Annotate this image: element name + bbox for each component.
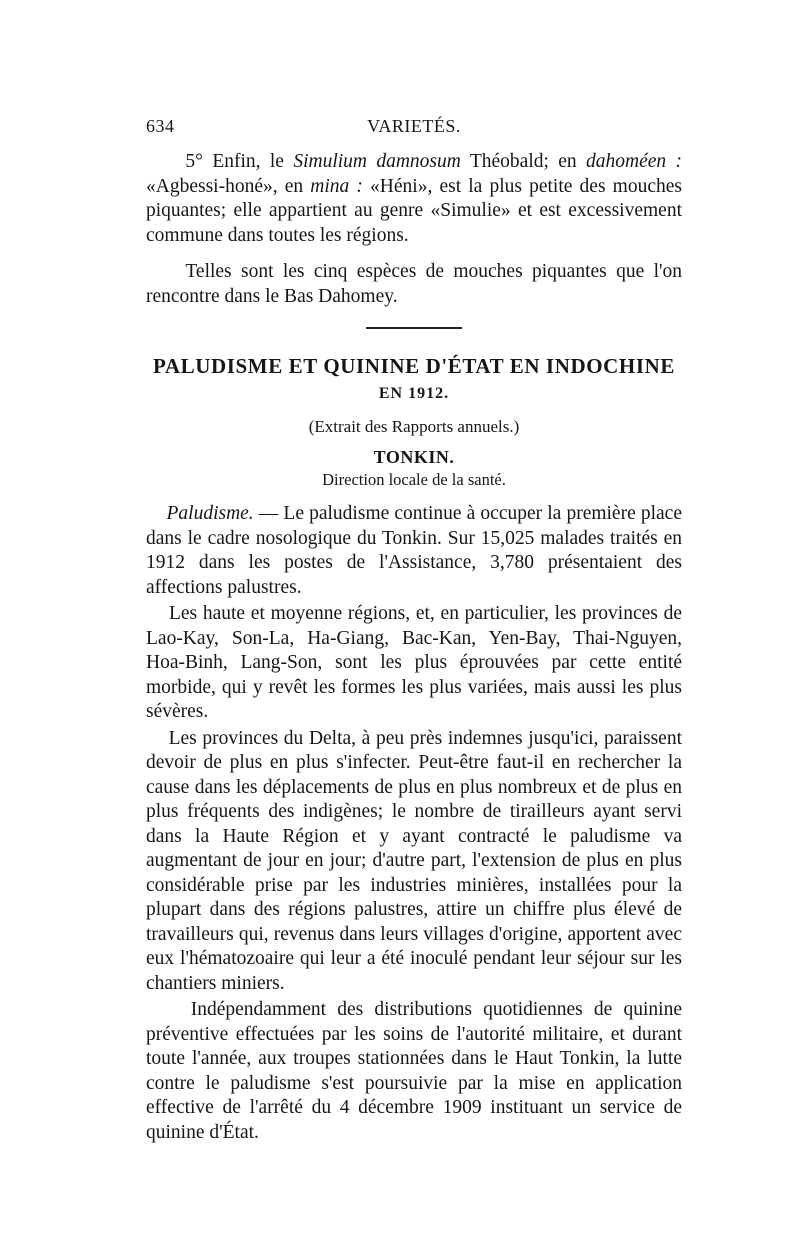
paragraph-text: Indépendamment des distributions quotidiennes de quinine préventive effectuées par les soins de l'autorité militaire, et durant toute l'année, aux troupes stationnées dans le Haut Tonkin, la lutte contre le paludisme s'est poursuivie par la mise en application effective de l'arrêté du 4 décembre 1909 instituant un service de quinine d'État. xyxy=(146,999,682,1143)
page-number: 634 xyxy=(146,116,175,136)
language-name: mina : xyxy=(310,175,363,197)
intro-text: «Agbessi-honé», en xyxy=(146,175,311,197)
paragraph-text: — Le paludisme continue à occuper la première place dans le cadre nosologique du Tonkin. Sur 15,025 malades traités en 1912 dans les postes de l'Assistance, 3,780 présentaient des affections palustres. xyxy=(146,503,682,598)
intro-paragraph-simulium xyxy=(146,150,682,250)
paragraph-label: Paludisme. xyxy=(166,503,254,524)
article-year: EN 1912. xyxy=(378,385,450,402)
section-heading: TONKIN. xyxy=(373,447,455,467)
intro-text: Théobald; en xyxy=(460,151,587,172)
section-subheading: Direction locale de la santé. xyxy=(322,470,506,489)
article-title: PALUDISME ET QUININE D'ÉTAT EN INDOCHINE xyxy=(152,354,676,378)
article-source: (Extrait des Rapports annuels.) xyxy=(308,417,520,436)
body-paragraph-2 xyxy=(146,602,682,725)
paragraph-text: Les provinces du Delta, à peu près indemnes jusqu'ici, paraissent devoir de plus en plus s'infecter. Peut-être faut-il en rechercher la cause dans les déplacements de plus en plus nombreux et de plus en plus fréquents des indigènes; le nombre de tirailleurs ayant servi dans la Haute Région et y ayant contracté le paludisme va augmentant de jour en jour; d'autre part, l'extension de plus en plus considérable prise par les industries minières, installées pour la plupart dans des régions palustres, attire un chiffre plus élevé de travailleurs qui, revenus dans leurs villages d'origine, apportent avec eux l'hématozoaire qui leur a été inoculé pendant leur séjour sur les chantiers miniers. xyxy=(146,727,683,994)
intro-text: «Héni», est la plus petite des mouches piquantes; elle appartient au genre «Simulie» et est excessivement commune dans toutes les régions. xyxy=(146,175,682,246)
intro-paragraph-summary xyxy=(146,260,682,309)
running-header xyxy=(146,116,682,142)
text-column xyxy=(146,150,682,1145)
body-paragraph-3 xyxy=(146,727,682,997)
running-title: VARIETÉS. xyxy=(367,116,461,136)
paragraph-text: Les haute et moyenne régions, et, en particulier, les provinces de Lao-Kay, Son-La, Ha-Giang, Bac-Kan, Yen-Bay, Thai-Nguyen, Hoa-Binh, Lang-Son, sont les plus éprouvées par cette entité morbide, qui y revêt les formes les plus variées, mais aussi les plus sévères. xyxy=(146,603,682,722)
intro-text: 5° Enfin, le xyxy=(185,151,294,172)
body-paragraph-1 xyxy=(146,502,682,600)
language-name: dahoméen : xyxy=(586,151,683,172)
species-name: Simulium damnosum xyxy=(293,151,461,172)
intro-text: Telles sont les cinq espèces de mouches piquantes que l'on rencontre dans le Bas Dahomey. xyxy=(146,261,683,307)
body-paragraph-4 xyxy=(146,998,682,1145)
section-divider xyxy=(366,327,462,329)
